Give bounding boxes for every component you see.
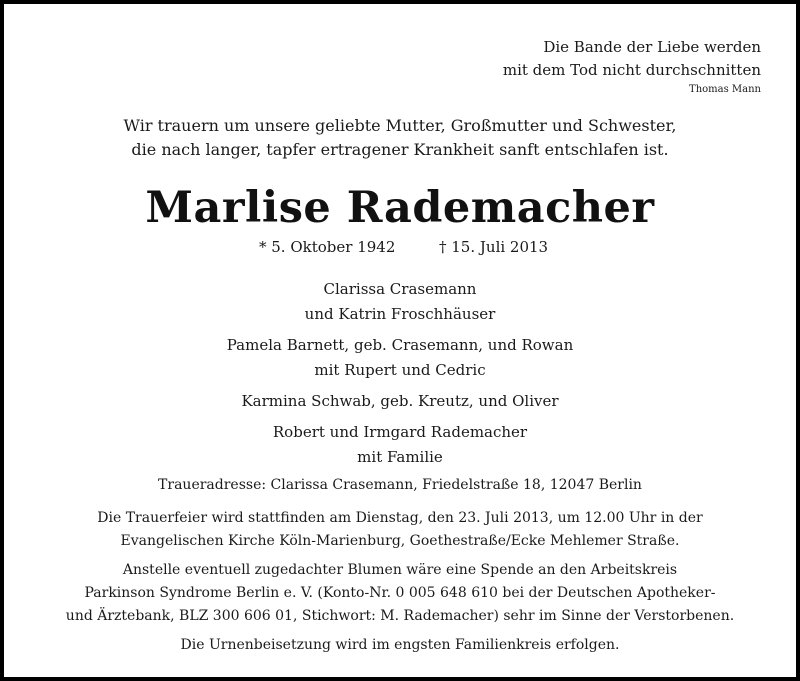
details-line: Evangelischen Kirche Köln-Marienburg, Goethestraße/Ecke Mehlemer Straße. [120, 533, 680, 549]
mourner-line: Pamela Barnett, geb. Crasemann, und Rowan [226, 336, 574, 354]
mourner-group [4, 333, 796, 383]
mourner-line: Clarissa Crasemann [323, 280, 477, 298]
intro-line: Wir trauern um unsere geliebte Mutter, Großmutter und Schwester, [123, 116, 677, 135]
funeral-details [4, 507, 796, 663]
mourner-group [4, 389, 796, 414]
mourner-line: mit Rupert und Cedric [314, 361, 486, 379]
epigraph-quote [503, 36, 761, 97]
intro-line: die nach langer, tapfer ertragener Krankheit sanft entschlafen ist. [131, 140, 669, 159]
deceased-name: Marlise Rademacher [145, 183, 655, 233]
mourning-address: Traueradresse: Clarissa Crasemann, Friedelstraße 18, 12047 Berlin [158, 477, 642, 493]
mourner-group [4, 420, 796, 470]
mourner-line: mit Familie [357, 448, 443, 466]
details-line: und Ärztebank, BLZ 300 606 01, Stichwort: M. Rademacher) sehr im Sinne der Verstorbenen. [65, 608, 735, 624]
details-paragraph [4, 559, 796, 628]
details-paragraph [4, 507, 796, 553]
intro-text [4, 114, 796, 162]
mourner-group [4, 277, 796, 327]
details-line: Anstelle eventuell zugedachter Blumen wäre eine Spende an den Arbeitskreis [122, 562, 678, 578]
mourner-line: Karmina Schwab, geb. Kreutz, und Oliver [241, 392, 559, 410]
death-date: † 15. Juli 2013 [439, 238, 549, 256]
details-line: Die Trauerfeier wird stattfinden am Dienstag, den 23. Juli 2013, um 12.00 Uhr in der [97, 510, 703, 526]
quote-line: mit dem Tod nicht durchschnitten [502, 61, 761, 79]
mourner-line: und Katrin Froschhäuser [304, 305, 496, 323]
details-paragraph [4, 634, 796, 657]
quote-author: Thomas Mann [689, 84, 761, 95]
mourners-list [4, 277, 796, 476]
quote-line: Die Bande der Liebe werden [543, 38, 761, 56]
details-line: Die Urnenbeisetzung wird im engsten Familienkreis erfolgen. [180, 637, 620, 653]
details-line: Parkinson Syndrome Berlin e. V. (Konto-Nr. 0 005 648 610 bei der Deutschen Apotheker- [84, 585, 716, 601]
birth-date: * 5. Oktober 1942 [259, 238, 396, 256]
mourner-line: Robert und Irmgard Rademacher [272, 423, 528, 441]
